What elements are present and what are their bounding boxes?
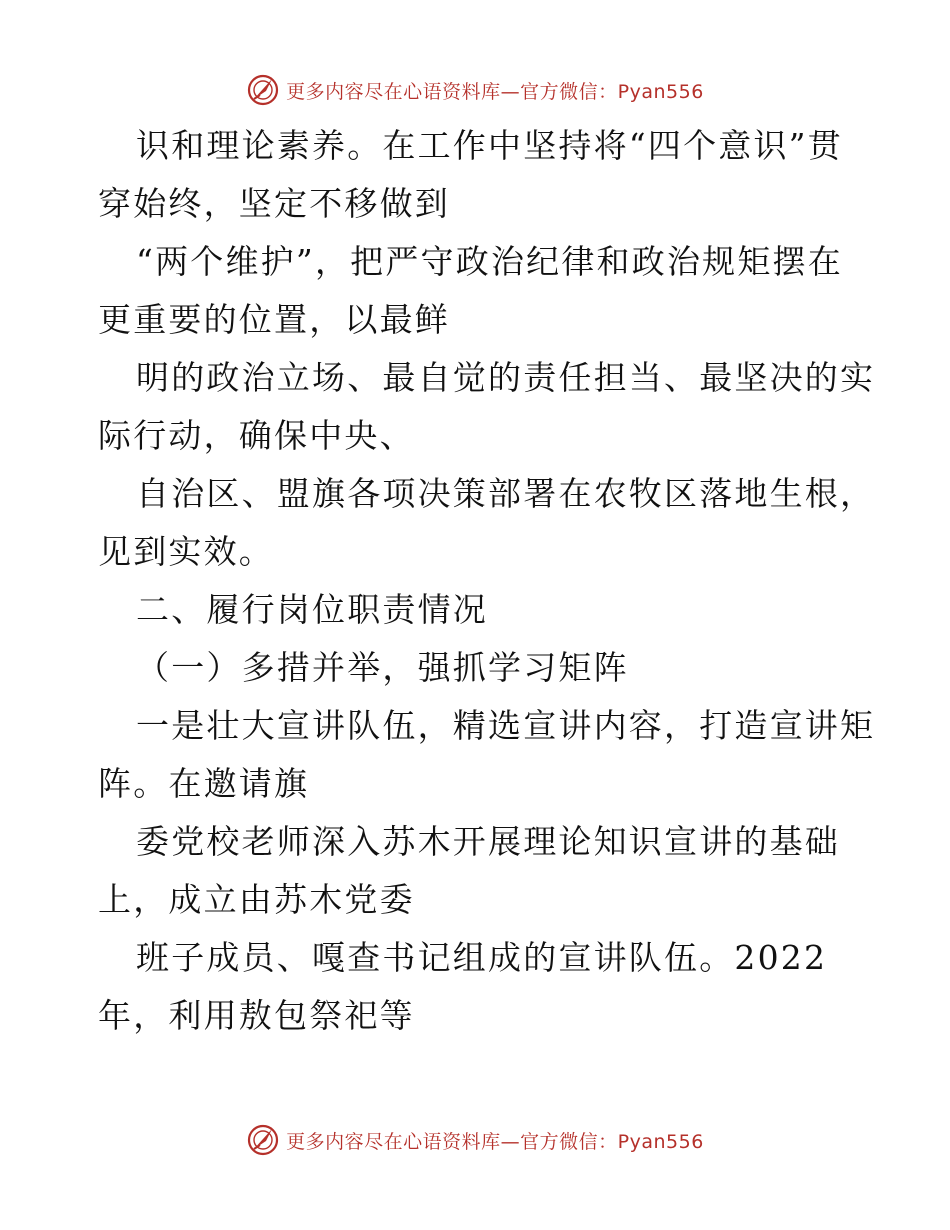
body-line: 自治区、盟旗各项决策部署在农牧区落地生根， (136, 474, 876, 513)
body-line: 阵。在邀请旗 (98, 764, 310, 803)
body-line: 一是壮大宣讲队伍，精选宣讲内容，打造宣讲矩 (136, 706, 876, 745)
quill-logo-icon (246, 73, 280, 107)
body-line: 识和理论素养。在工作中坚持将“四个意识”贯 (136, 126, 843, 165)
section-heading: 二、履行岗位职责情况 (136, 590, 488, 629)
body-line: 明的政治立场、最自觉的责任担当、最坚决的实 (136, 358, 876, 397)
body-line: 年，利用敖包祭祀等 (98, 996, 415, 1035)
quill-logo-icon (246, 1123, 280, 1157)
body-line: 上，成立由苏木党委 (98, 880, 415, 919)
body-line: 穿始终，坚定不移做到 (98, 184, 450, 223)
subsection-heading: （一）多措并举，强抓学习矩阵 (136, 648, 629, 687)
body-line: “两个维护”，把严守政治纪律和政治规矩摆在 (136, 242, 843, 281)
body-line: 委党校老师深入苏木开展理论知识宣讲的基础 (136, 822, 840, 861)
header-watermark (0, 72, 950, 108)
header-watermark-text: 更多内容尽在心语资料库—官方微信：Pyan556 (286, 80, 704, 103)
body-line: 际行动，确保中央、 (98, 416, 415, 455)
body-line: 班子成员、嘎查书记组成的宣讲队伍。2022 (136, 938, 828, 977)
footer-watermark (0, 1122, 950, 1158)
body-line: 更重要的位置，以最鲜 (98, 300, 450, 339)
body-line: 见到实效。 (98, 532, 274, 571)
footer-watermark-text: 更多内容尽在心语资料库—官方微信：Pyan556 (286, 1130, 704, 1153)
